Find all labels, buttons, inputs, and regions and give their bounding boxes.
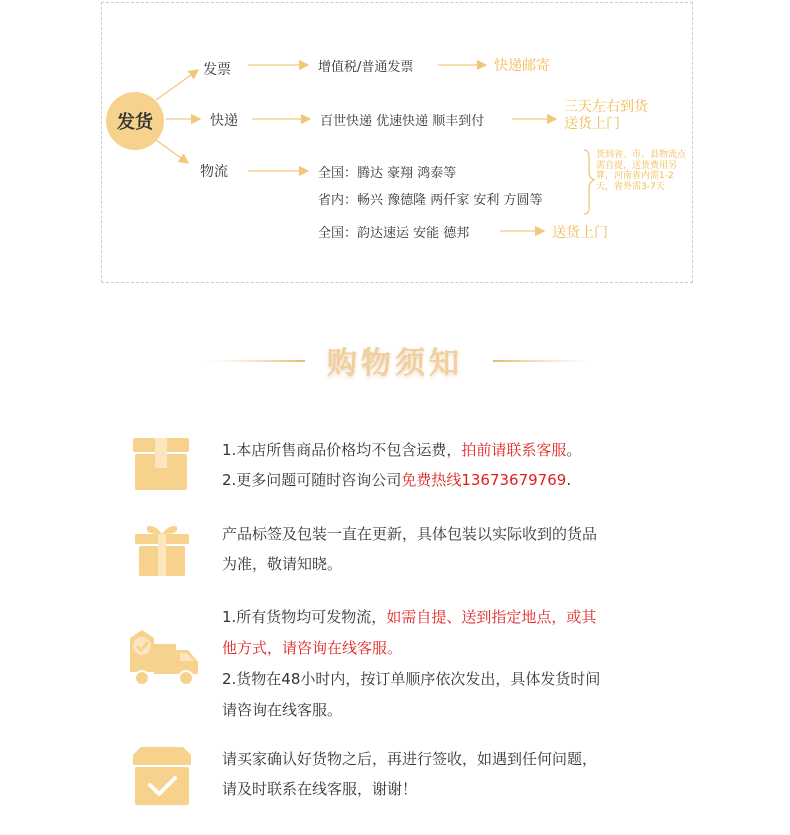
invoice-result: 快递邮寄 bbox=[494, 58, 550, 74]
express-detail: 百世快递 优速快递 顺丰到付 bbox=[320, 114, 485, 129]
section-title: 购物须知 bbox=[327, 346, 463, 381]
express-result-line2: 送货上门 bbox=[564, 116, 620, 132]
notice-1-text-d: 2.更多问题可随时咨询公司 bbox=[222, 471, 402, 489]
notice-3 bbox=[222, 602, 600, 726]
logistics-line-2: 省内：畅兴 豫德隆 两仟家 安利 方圆等 bbox=[318, 193, 543, 208]
hotline-text: 免费热线13673679769 bbox=[401, 471, 567, 489]
notice-3-red-a: 如需自提、送到指定地点，或其 bbox=[386, 608, 597, 626]
notice-2 bbox=[222, 519, 597, 579]
box-icon bbox=[131, 436, 191, 492]
notice-2-line-1: 产品标签及包装一直在更新，具体包装以实际收到的货品 bbox=[222, 525, 598, 543]
notice-1-text-c: 。 bbox=[566, 441, 582, 459]
branch-logistics-label: 物流 bbox=[200, 164, 228, 180]
logistics-line-3: 全国：韵达速运 安能 德邦 bbox=[318, 226, 470, 241]
notice-4-line-2: 请及时联系在线客服，谢谢！ bbox=[222, 780, 418, 798]
notice-3-line-2: 他方式，请咨询在线客服。 bbox=[222, 639, 403, 657]
notice-1-line-2 bbox=[222, 465, 581, 495]
notice-4-line-1: 请买家确认好货物之后，再进行签收，如遇到任何问题， bbox=[222, 750, 598, 768]
delivery-truck-icon bbox=[126, 628, 200, 690]
notice-1-text-a: 1.本店所售商品价格均不包含运费， bbox=[222, 441, 462, 459]
express-result bbox=[564, 99, 648, 133]
notice-3-line-3: 2.货物在48小时内，按订单顺序依次发出，具体发货时间 bbox=[222, 670, 601, 688]
express-result-line1: 三天左右到货 bbox=[564, 99, 648, 115]
notice-3-text-a: 1.所有货物均可发物流， bbox=[222, 608, 387, 626]
notice-1-line-1 bbox=[222, 435, 581, 465]
notice-3-line-1 bbox=[222, 602, 600, 633]
notice-1-contact-text: 拍前请联系客服 bbox=[461, 441, 567, 459]
notice-1-text-e: . bbox=[566, 471, 572, 489]
hub-label: 发货 bbox=[117, 112, 153, 133]
notice-2-line-2: 为准，敬请知晓。 bbox=[222, 555, 343, 573]
ship-hub bbox=[106, 92, 164, 150]
branch-invoice-label: 发票 bbox=[203, 62, 231, 78]
checked-box-icon bbox=[131, 745, 193, 807]
logistics-result: 送货上门 bbox=[552, 225, 608, 241]
notice-4 bbox=[222, 744, 597, 804]
invoice-detail: 增值税/普通发票 bbox=[318, 60, 414, 75]
logistics-line-1: 全国：腾达 豪翔 鸿泰等 bbox=[318, 166, 457, 181]
notice-1 bbox=[222, 435, 581, 495]
logistics-note: 货到省、市、县物流点需自提，送货费用另算，河南省内需1-2天，省外需3-7天 bbox=[596, 150, 687, 192]
gift-icon bbox=[133, 520, 191, 578]
branch-express-label: 快递 bbox=[210, 113, 238, 129]
notice-3-line-4: 请咨询在线客服。 bbox=[222, 701, 343, 719]
